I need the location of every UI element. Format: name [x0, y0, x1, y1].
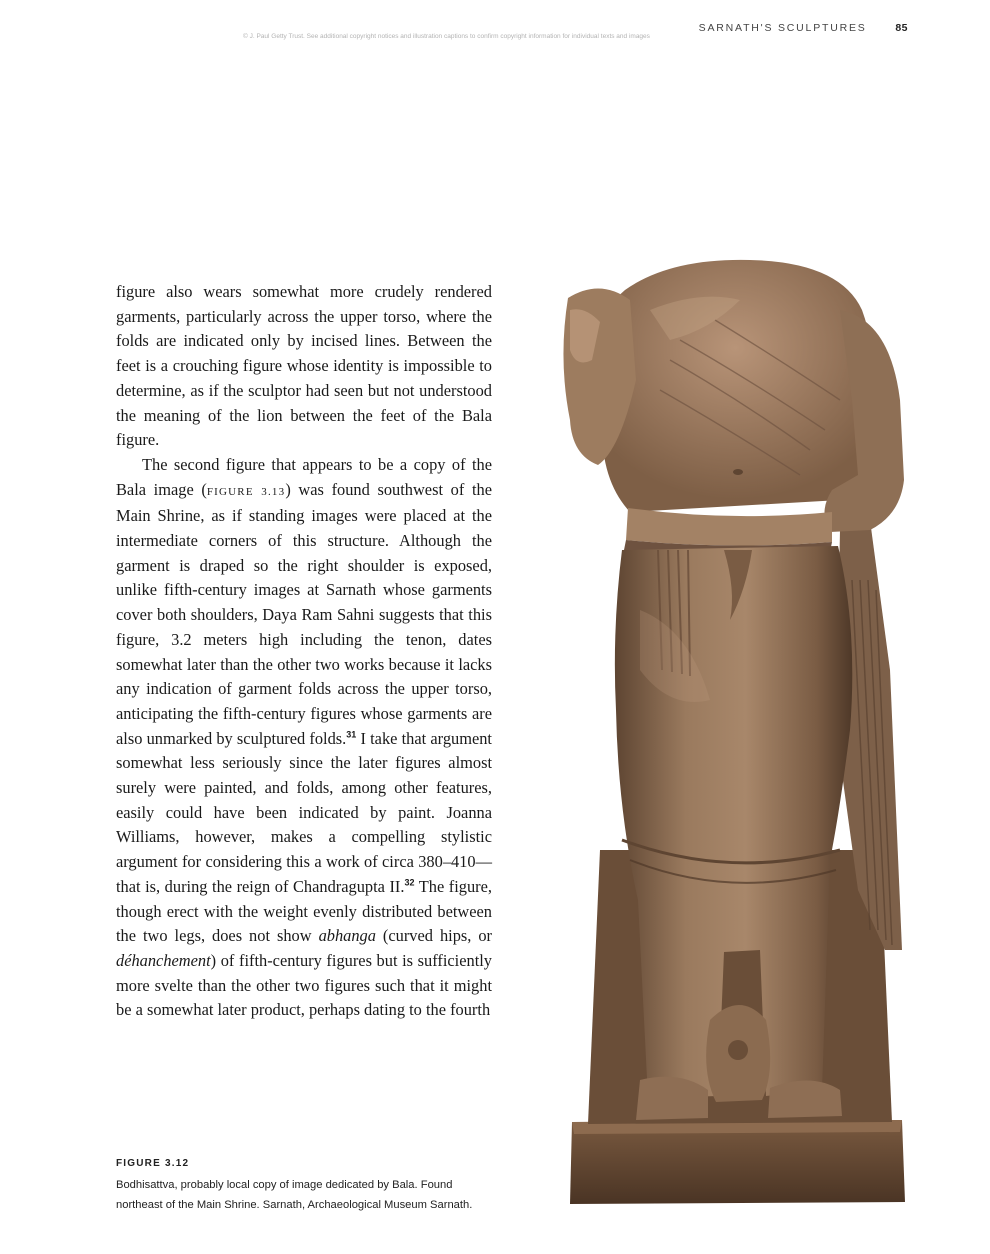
footnote-marker-31: 31	[346, 729, 357, 740]
term-dehanchement: déhanchement	[116, 950, 211, 970]
paragraph-2-text: ) was found southwest of the Main Shrine, as if standing images were placed at the intermediate corners of this structure. Although the garment is draped so the right shoulder is exposed, unlike fifth-century images at Sarnath whose garments cover both shoulders, Daya Ram Sahni suggests that this figure, 3.2 meters high including the tenon, dates somewhat later than the other two works because it lacks any indication of garment folds across the upper torso, anticipating the fifth-century figures whose garments are also unmarked by sculptured folds.	[116, 479, 492, 748]
footnote-marker-32: 32	[404, 877, 415, 888]
paragraph-2-text: ) of fifth-century figures but is sufficiently more svelte than the other two figures such that it might be a somewhat later product, perhaps dating to the fourth	[116, 950, 492, 1020]
paragraph-2-text: (curved hips, or	[375, 926, 492, 946]
statue-sash	[626, 508, 832, 546]
figure-reference: FIGURE 3.13	[206, 485, 286, 498]
paragraph-2-text: The figure, though erect with the weight evenly distributed between the two legs, does not show	[116, 876, 492, 946]
figure-caption	[116, 1154, 476, 1215]
paragraph-2-text: I take that argument somewhat less seriously since the later figures almost surely were painted, and folds, among other features, easily could have been indicated by paint. Joanna Williams, however, makes a compelling stylistic argument for considering this a work of circa 380–410—that is, during the reign of Chandragupta II.	[116, 728, 492, 896]
running-head	[699, 22, 908, 34]
paragraph-2	[116, 453, 492, 1023]
caption-label: FIGURE 3.12	[116, 1158, 190, 1169]
bodhisattva-sculpture-photo	[540, 250, 960, 1210]
page-number: 85	[895, 22, 908, 34]
term-abhanga: abhanga	[318, 926, 376, 946]
body-text	[116, 280, 492, 1023]
statue-foot-right	[768, 1080, 842, 1118]
paragraph-2-text: The second figure that appears to be a copy of the Bala image (	[116, 454, 492, 499]
caption-text: Bodhisattva, probably local copy of image dedicated by Bala. Found northeast of the Main Shrine. Sarnath, Archaeological Museum Sarnath.	[116, 1179, 473, 1211]
running-title: SARNATH'S SCULPTURES	[698, 22, 867, 34]
copyright-notice: © J. Paul Getty Trust. See additional copyright notices and illustration captions to confirm copyright information for individual texts and images	[243, 33, 650, 40]
paragraph-1: figure also wears somewhat more crudely rendered garments, particularly across the upper torso, where the folds are indicated only by incised lines. Between the feet is a crouching figure whose identity is impossible to determine, as if the sculptor had seen but not understood the meaning of the lion between the feet of the Bala figure.	[116, 282, 492, 450]
